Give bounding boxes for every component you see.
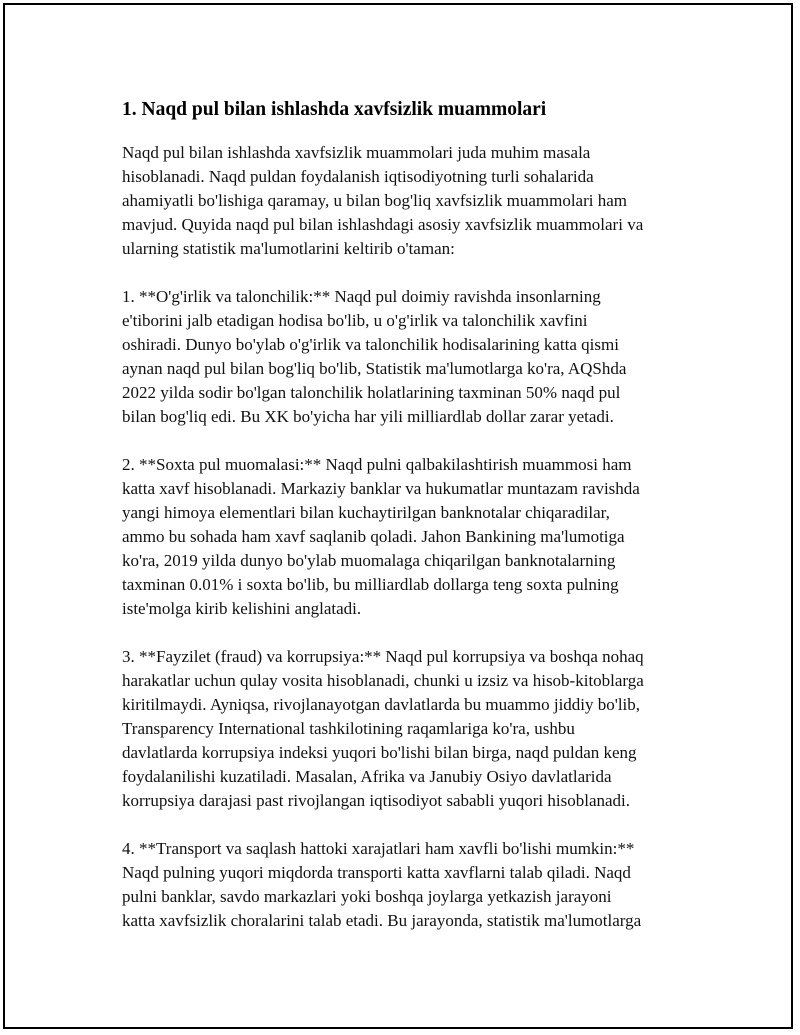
fraud-paragraph: 3. **Fayzilet (fraud) va korrupsiya:** Naqd pul korrupsiya va boshqa nohaq harakatlar uchun qulay vosita hisoblanadi, chunki u izsiz va hisob-kitoblarga kiritilmaydi. Ayniqsa, rivojlanayotgan davlatlarda bu muammo jiddiy bo'lib, Transparency International tashkilotining raqamlariga ko'ra, ushbu davlatlarda korrupsiya indeksi yuqori bo'lishi bilan birga, naqd puldan keng foydalanilishi kuzatiladi. Masalan, Afrika va Janubiy Osiyo davlatlarida korrupsiya darajasi past rivojlangan iqtisodiyot sababli yuqori hisoblanadi. <box>122 647 644 810</box>
theft-paragraph: 1. **O'g'irlik va talonchilik:** Naqd pul doimiy ravishda insonlarning e'tiborini jalb etadigan hodisa bo'lib, u o'g'irlik va talonchilik xavfini oshiradi. Dunyo bo'ylab o'g'irlik va talonchilik hodisalarining katta qismi aynan naqd pul bilan bog'liq bo'lib, Statistik ma'lumotlarga ko'ra, AQShda 2022 yilda sodir bo'lgan talonchilik holatlarining taxminan 50% naqd pul bilan bog'liq edi. Bu XK bo'yicha har yili milliardlab dollar zarar yetadi. <box>122 287 627 426</box>
document-page <box>3 3 793 1029</box>
document-body <box>122 96 697 957</box>
section-heading: 1. Naqd pul bilan ishlashda xavfsizlik muammolari <box>122 99 547 120</box>
intro-paragraph: Naqd pul bilan ishlashda xavfsizlik muammolari juda muhim masala hisoblanadi. Naqd puldan foydalanish iqtisodiyotning turli sohalarida ahamiyatli bo'lishiga qaramay, u bilan bog'liq xavfsizlik muammolari ham mavjud. Quyida naqd pul bilan ishlashdagi asosiy xavfsizlik muammolari va ularning statistik ma'lumotlarini keltirib o'taman: <box>122 143 644 258</box>
counterfeit-paragraph: 2. **Soxta pul muomalasi:** Naqd pulni qalbakilashtirish muammosi ham katta xavf hisoblanadi. Markaziy banklar va hukumatlar muntazam ravishda yangi himoya elementlari bilan kuchaytirilgan banknotalar chiqaradilar, ammo bu sohada ham xavf saqlanib qoladi. Jahon Bankining ma'lumotiga ko'ra, 2019 yilda dunyo bo'ylab muomalaga chiqarilgan banknotalarning taxminan 0.01% i soxta bo'lib, bu milliardlab dollarga teng soxta pulning iste'molga kirib kelishini anglatadi. <box>122 455 640 618</box>
transport-paragraph: 4. **Transport va saqlash hattoki xarajatlari ham xavfli bo'lishi mumkin:** Naqd pulning yuqori miqdorda transporti katta xavflarni talab qiladi. Naqd pulni banklar, savdo markazlari yoki boshqa joylarga yetkazish jarayoni katta xavfsizlik choralarini talab etadi. Bu jarayonda, statistik ma'lumotlarga <box>122 839 642 930</box>
